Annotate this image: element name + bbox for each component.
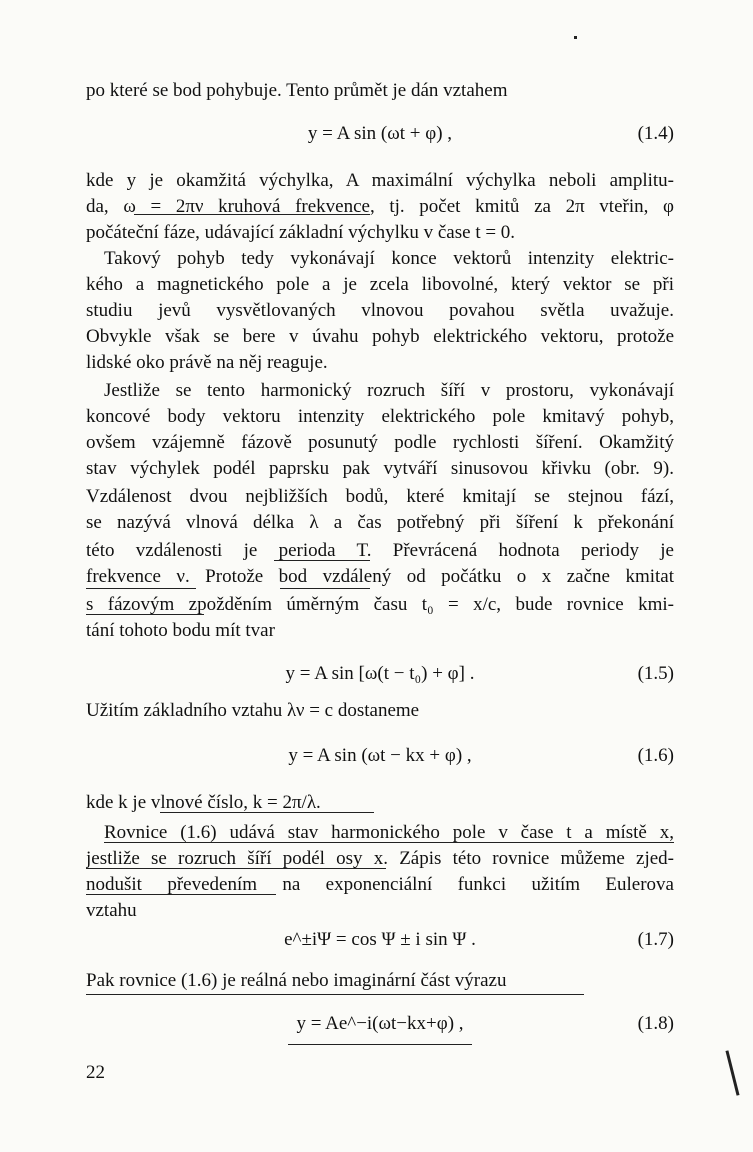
margin-pencil-mark xyxy=(725,1050,739,1095)
equation-number: (1.6) xyxy=(637,745,674,766)
equation-formula: y = A sin (ωt − kx + φ) , xyxy=(288,745,472,766)
equation-formula: e^±iΨ = cos Ψ ± i sin Ψ . xyxy=(284,929,476,950)
text-line: se nazývá vlnová délka λ a čas potřebný při šíření k překonání xyxy=(86,512,674,533)
pencil-underline xyxy=(104,842,674,843)
equation-number: (1.4) xyxy=(637,123,674,144)
equation-1-8 xyxy=(86,1010,674,1038)
pencil-underline xyxy=(86,614,204,615)
text-line: Jestliže se tento harmonický rozruch šíří v prostoru, vykonávají xyxy=(104,380,674,401)
equation-number: (1.5) xyxy=(637,663,674,684)
equation-number: (1.7) xyxy=(637,929,674,950)
pencil-underline xyxy=(86,894,276,895)
pencil-underline xyxy=(280,588,370,589)
equation-formula: y = Ae^−i(ωt−kx+φ) , xyxy=(296,1013,464,1034)
text-line: Takový pohyb tedy vykonávají konce vektorů intenzity elektric- xyxy=(104,248,674,269)
equation-1-4 xyxy=(86,120,674,148)
text-line: kde y je okamžitá výchylka, A maximální výchylka neboli amplitu- xyxy=(86,170,674,191)
text-line: studiu jevů vysvětlovaných vlnovou povahou světla uvažuje. xyxy=(86,300,674,321)
text-line: frekvence ν. Protože bod vzdálený od počátku o x začne kmitat xyxy=(86,566,674,587)
equation-formula: y = A sin (ωt + φ) , xyxy=(307,123,453,144)
text-line: vztahu xyxy=(86,900,137,921)
text-line: tání tohoto bodu mít tvar xyxy=(86,620,275,641)
equation-number: (1.8) xyxy=(637,1013,674,1034)
pencil-underline xyxy=(86,588,196,589)
text-line: nodušit převedením na exponenciální funkci užitím Eulerova xyxy=(86,874,674,895)
equation-formula: y = A sin [ω(t − t₀) + φ] . xyxy=(285,663,475,684)
pencil-underline xyxy=(134,214,370,215)
pencil-underline xyxy=(274,560,370,561)
scan-speck xyxy=(574,36,577,39)
text-line: Užitím základního vztahu λν = c dostaneme xyxy=(86,700,420,721)
pencil-underline xyxy=(160,812,374,813)
text-line: kého a magnetického pole a je zcela libovolné, který vektor se při xyxy=(86,274,674,295)
equation-1-5 xyxy=(86,660,674,688)
text-line: da, ω = 2πν kruhová frekvence, tj. počet kmitů za 2π vteřin, φ xyxy=(86,196,674,217)
pencil-underline xyxy=(288,1044,472,1045)
text-line: Rovnice (1.6) udává stav harmonického pole v čase t a místě x, xyxy=(104,822,674,843)
text-line: lidské oko právě na něj reaguje. xyxy=(86,352,328,373)
text-line: Vzdálenost dvou nejbližších bodů, které kmitají se stejnou fází, xyxy=(86,486,674,507)
equation-1-6 xyxy=(86,742,674,770)
equation-1-7 xyxy=(86,926,674,954)
text-line: kde k je vlnové číslo, k = 2π/λ. xyxy=(86,792,321,813)
page-number: 22 xyxy=(86,1062,105,1083)
text-line: této vzdálenosti je perioda T. Převrácená hodnota periody je xyxy=(86,540,674,561)
text-line: ovšem vzájemně fázově posunutý podle rychlosti šíření. Okamžitý xyxy=(86,432,674,453)
text-line: stav výchylek podél paprsku pak vytváří sinusovou křivku (obr. 9). xyxy=(86,458,674,479)
pencil-underline xyxy=(86,868,386,869)
text-line: počáteční fáze, udávající základní výchylku v čase t = 0. xyxy=(86,222,516,243)
text-line: po které se bod pohybuje. Tento průmět je dán vztahem xyxy=(86,80,508,101)
pencil-underline xyxy=(86,994,584,995)
text-line: Obvykle však se bere v úvahu pohyb elektrického vektoru, protože xyxy=(86,326,674,347)
text-line: s fázovým zpožděním úměrným času t₀ = x/c, bude rovnice kmi- xyxy=(86,594,674,615)
text-line: jestliže se rozruch šíří podél osy x. Zápis této rovnice můžeme zjed- xyxy=(86,848,674,869)
text-line: Pak rovnice (1.6) je reálná nebo imaginární část výrazu xyxy=(86,970,507,991)
text-line: koncové body vektoru intenzity elektrického pole kmitavý pohyb, xyxy=(86,406,674,427)
